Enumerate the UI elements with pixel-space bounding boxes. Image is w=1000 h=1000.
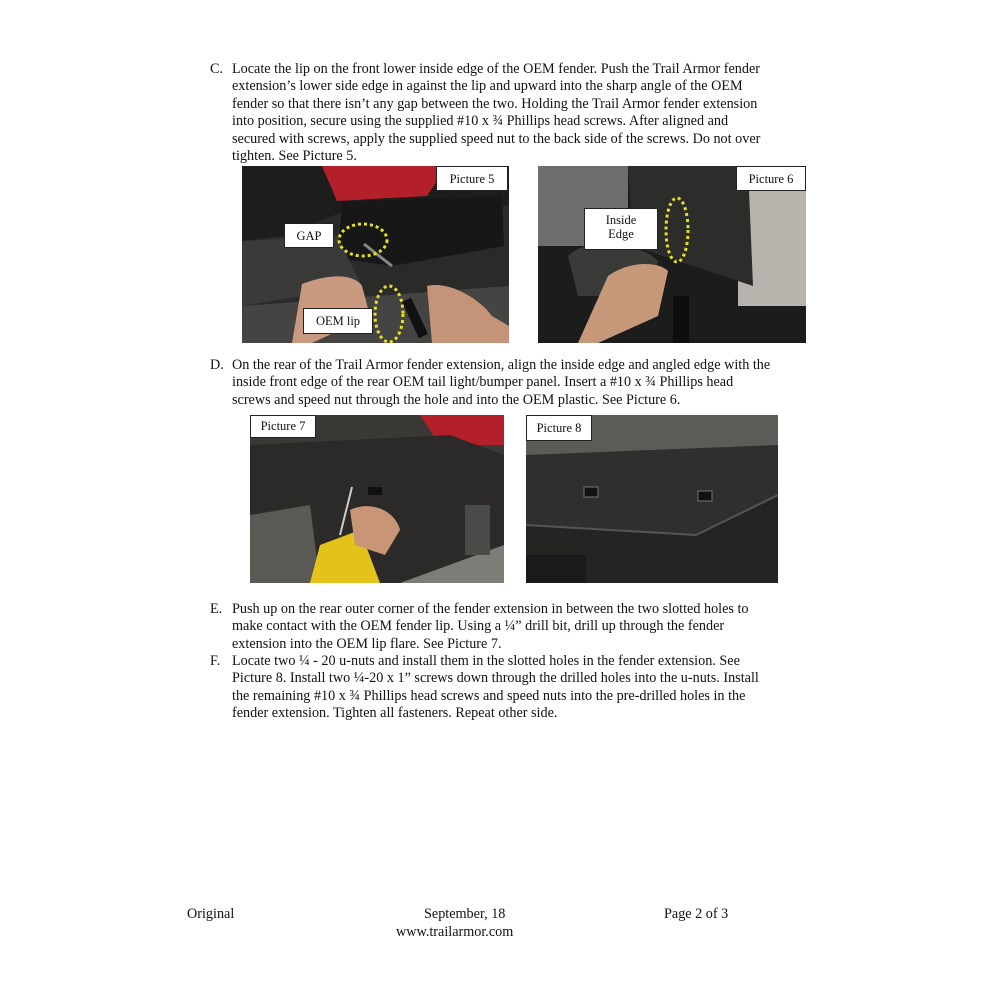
- picture-caption: Picture 6: [736, 166, 806, 191]
- picture-caption: Picture 5: [436, 166, 508, 191]
- step-text: [232, 601, 749, 653]
- footer-url[interactable]: www.trailarmor.com: [396, 924, 514, 940]
- gap-label: GAP: [284, 223, 334, 248]
- inside-edge-label: [584, 208, 658, 250]
- picture-8: [526, 415, 778, 583]
- footer-page-number: Page 2 of 3: [664, 906, 729, 922]
- picture-6: [538, 166, 806, 343]
- text-line: Locate two ¼ - 20 u-nuts and install them in the slotted holes in the fender extension. See: [232, 653, 740, 669]
- step-letter: D.: [210, 357, 224, 373]
- inside-edge-line: Edge: [608, 227, 634, 241]
- picture-7-photo: [250, 415, 504, 583]
- picture-6-photo: [538, 166, 806, 343]
- picture-caption: Picture 8: [526, 415, 592, 441]
- text-line: the remaining #10 x ¾ Phillips head screws and speed nuts into the pre-drilled holes in the: [232, 687, 746, 704]
- step-text: [232, 357, 770, 409]
- text-line: into position, secure using the supplied #10 x ¾ Phillips head screws. After aligned and: [232, 113, 729, 130]
- text-line: Locate the lip on the front lower inside edge of the OEM fender. Push the Trail Armor fender: [232, 61, 760, 77]
- text-line: make contact with the OEM fender lip. Using a ¼” drill bit, drill up through the fender: [232, 618, 725, 635]
- step-text: [232, 653, 759, 723]
- text-line: On the rear of the Trail Armor fender extension, align the inside edge and angled edge with the: [232, 357, 771, 373]
- step-letter: F.: [210, 653, 221, 669]
- text-line: Push up on the rear outer corner of the fender extension in between the two slotted holes to: [232, 601, 749, 617]
- picture-5: [242, 166, 509, 343]
- text-line: extension into the OEM lip flare. See Picture 7.: [232, 635, 502, 652]
- text-line: inside front edge of the rear OEM tail light/bumper panel. Insert a #10 x ¾ Phillips head: [232, 374, 734, 391]
- step-letter: E.: [210, 601, 223, 617]
- text-line: fender so that there isn’t any gap between the two. Holding the Trail Armor fender extension: [232, 95, 758, 112]
- picture-caption: Picture 7: [250, 415, 316, 438]
- footer-date: September, 18: [424, 906, 506, 922]
- text-line: extension’s lower side edge in against the lip and upward into the sharp angle of the OEM: [232, 78, 743, 95]
- text-line: screws and speed nut through the hole and into the OEM plastic. See Picture 6.: [232, 391, 681, 408]
- step-letter: C.: [210, 61, 224, 77]
- picture-7: [250, 415, 504, 583]
- text-line: tighten. See Picture 5.: [232, 147, 357, 164]
- text-line: secured with screws, apply the supplied speed nut to the back side of the screws. Do not over: [232, 130, 761, 147]
- footer-left: Original: [187, 906, 235, 922]
- picture-5-photo: [242, 166, 509, 343]
- oem-lip-label: OEM lip: [303, 308, 373, 334]
- text-line: Picture 8. Install two ¼-20 x 1” screws down through the drilled holes into the u-nuts. Install: [232, 670, 759, 687]
- step-text: [232, 61, 760, 165]
- text-line: fender extension. Tighten all fasteners. Repeat other side.: [232, 705, 558, 722]
- inside-edge-line: Inside: [605, 213, 637, 227]
